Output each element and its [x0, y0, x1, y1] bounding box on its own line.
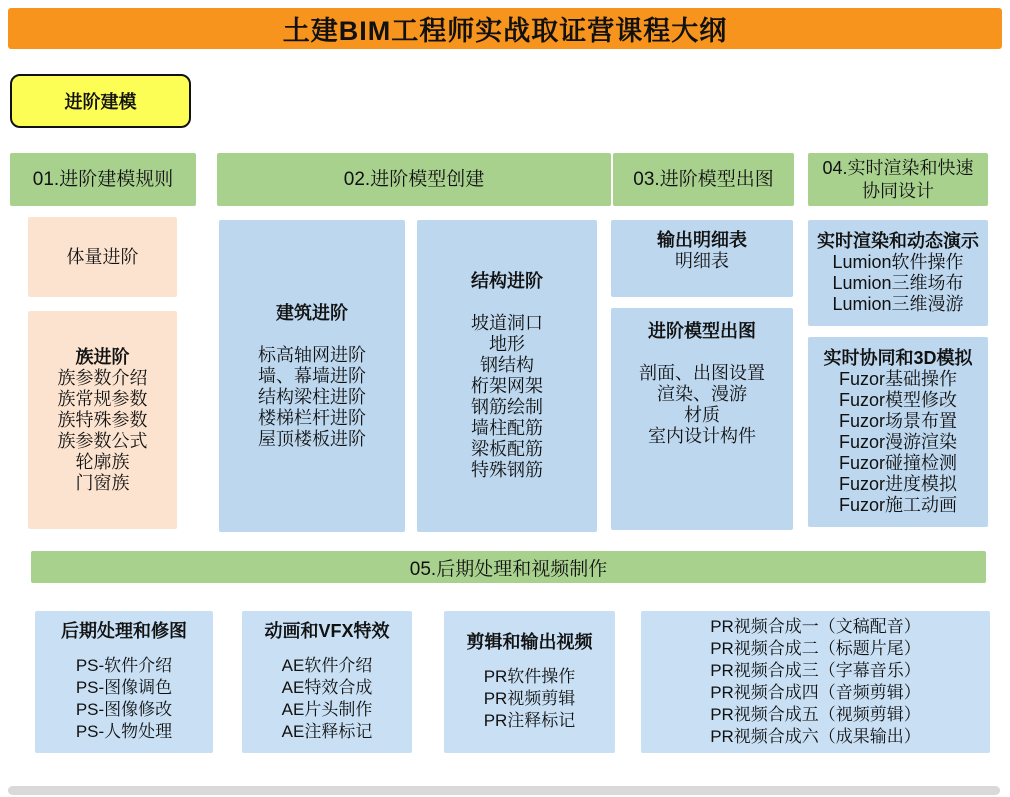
box-title: 剪辑和输出视频 — [466, 632, 593, 652]
course-item: 坡道洞口 — [471, 313, 543, 333]
course-item: 楼梯栏杆进阶 — [258, 407, 366, 428]
course-item: Fuzor基础操作 — [838, 369, 957, 389]
box-title: 结构进阶 — [471, 271, 543, 291]
horizontal-scrollbar[interactable] — [8, 786, 1000, 795]
course-item: Lumion三维漫游 — [832, 294, 964, 314]
course-item: 渲染、漫游 — [657, 384, 747, 404]
course-item-list — [471, 313, 543, 481]
box-title: 进阶模型出图 — [648, 321, 756, 341]
course-item: Lumion三维场布 — [832, 273, 964, 293]
course-item-list — [639, 363, 765, 447]
course-item: Fuzor场景布置 — [838, 411, 957, 431]
box-post-processing-retouch — [35, 611, 213, 753]
course-item: PR注释标记 — [483, 711, 576, 730]
course-item: Fuzor进度模拟 — [838, 474, 957, 494]
course-item: 明细表 — [675, 251, 729, 271]
course-item: 墙柱配筋 — [471, 418, 543, 438]
course-item: PR视频剪辑 — [483, 689, 576, 708]
box-schedule-output — [611, 220, 793, 297]
course-item: Lumion软件操作 — [832, 252, 964, 272]
section-header-02-model-creation: 02.进阶模型创建 — [217, 153, 611, 206]
course-item: Fuzor模型修改 — [838, 390, 957, 410]
box-architecture-advanced — [219, 220, 405, 532]
course-item: AE注释标记 — [281, 722, 373, 741]
course-item: AE特效合成 — [281, 678, 373, 697]
box-title: 实时协同和3D模拟 — [823, 348, 973, 368]
box-title: 建筑进阶 — [276, 302, 348, 323]
course-item: 材质 — [684, 405, 720, 425]
course-item: 桁架网架 — [471, 376, 543, 396]
course-item: 屋顶楼板进阶 — [258, 428, 366, 449]
box-massing-advanced — [28, 217, 177, 297]
course-item: 梁板配筋 — [471, 439, 543, 459]
course-item: 族特殊参数 — [57, 409, 148, 430]
course-item: PR视频合成一（文稿配音） — [710, 617, 921, 636]
course-item: AE片头制作 — [281, 700, 373, 719]
course-item: Fuzor施工动画 — [838, 495, 957, 515]
course-item: 钢结构 — [480, 355, 534, 375]
box-title: 输出明细表 — [657, 230, 747, 250]
course-item: 墙、幕墙进阶 — [258, 365, 366, 386]
course-item: 钢筋绘制 — [471, 397, 543, 417]
course-item: 剖面、出图设置 — [639, 363, 765, 383]
page-title: 土建BIM工程师实战取证营课程大纲 — [8, 8, 1002, 49]
box-realtime-render-demo — [808, 220, 988, 326]
course-item: PS-图像调色 — [75, 678, 173, 697]
course-item: Fuzor漫游渲染 — [838, 432, 957, 452]
course-item: 族常规参数 — [57, 388, 148, 409]
course-item: PR视频合成四（音频剪辑） — [710, 683, 921, 702]
course-item: AE软件介绍 — [281, 656, 373, 675]
course-item: 室内设计构件 — [648, 426, 756, 446]
course-item: 地形 — [489, 334, 525, 354]
course-item: 轮廓族 — [75, 451, 130, 472]
course-item-list — [258, 345, 366, 450]
course-item-list — [832, 252, 963, 315]
section-header-03-model-output: 03.进阶模型出图 — [613, 153, 794, 206]
course-item: PR软件操作 — [483, 667, 576, 686]
course-item: 族参数公式 — [57, 430, 148, 451]
section-header-04-line1: 04.实时渲染和快速 — [822, 157, 974, 178]
box-animation-vfx — [242, 611, 412, 753]
box-advanced-model-output — [611, 308, 793, 530]
course-item: PS-人物处理 — [75, 722, 173, 741]
box-structure-advanced — [417, 220, 597, 532]
section-header-01-modeling-rules: 01.进阶建模规则 — [10, 153, 196, 206]
course-item-list — [76, 655, 172, 743]
course-item: PR视频合成二（标题片尾） — [710, 639, 921, 658]
box-pr-video-composition — [641, 611, 990, 753]
box-title: 族进阶 — [75, 346, 130, 367]
course-item: PS-图像修改 — [75, 700, 173, 719]
course-item-list — [58, 368, 148, 494]
section-header-05-post-processing: 05.后期处理和视频制作 — [31, 551, 986, 583]
course-item: PR视频合成三（字幕音乐） — [710, 661, 921, 680]
course-item: 结构梁柱进阶 — [258, 386, 366, 407]
course-item-list — [484, 666, 576, 732]
course-item: PS-软件介绍 — [75, 656, 173, 675]
box-edit-export-video — [444, 611, 615, 753]
box-realtime-collab-3d — [808, 337, 988, 527]
box-family-advanced — [28, 311, 177, 529]
box-title: 动画和VFX特效 — [264, 621, 390, 641]
section-header-04-realtime-rendering — [808, 153, 988, 206]
box-title: 后期处理和修图 — [61, 621, 187, 641]
course-item-list — [282, 655, 373, 743]
course-item: Fuzor碰撞检测 — [838, 453, 957, 473]
box-title: 实时渲染和动态演示 — [817, 231, 979, 251]
course-item: PR视频合成六（成果输出） — [710, 727, 921, 746]
course-item: 族参数介绍 — [57, 367, 148, 388]
stage-badge-advanced-modeling: 进阶建模 — [10, 74, 191, 128]
box-title: 体量进阶 — [66, 246, 139, 267]
course-item-list — [710, 616, 921, 748]
course-item: PR视频合成五（视频剪辑） — [710, 705, 921, 724]
course-item: 标高轴网进阶 — [258, 344, 366, 365]
section-header-04-line2: 协同设计 — [862, 180, 934, 201]
course-item: 门窗族 — [75, 472, 130, 493]
course-item-list — [675, 251, 729, 272]
course-item-list — [839, 369, 957, 516]
course-item: 特殊钢筋 — [471, 460, 543, 480]
